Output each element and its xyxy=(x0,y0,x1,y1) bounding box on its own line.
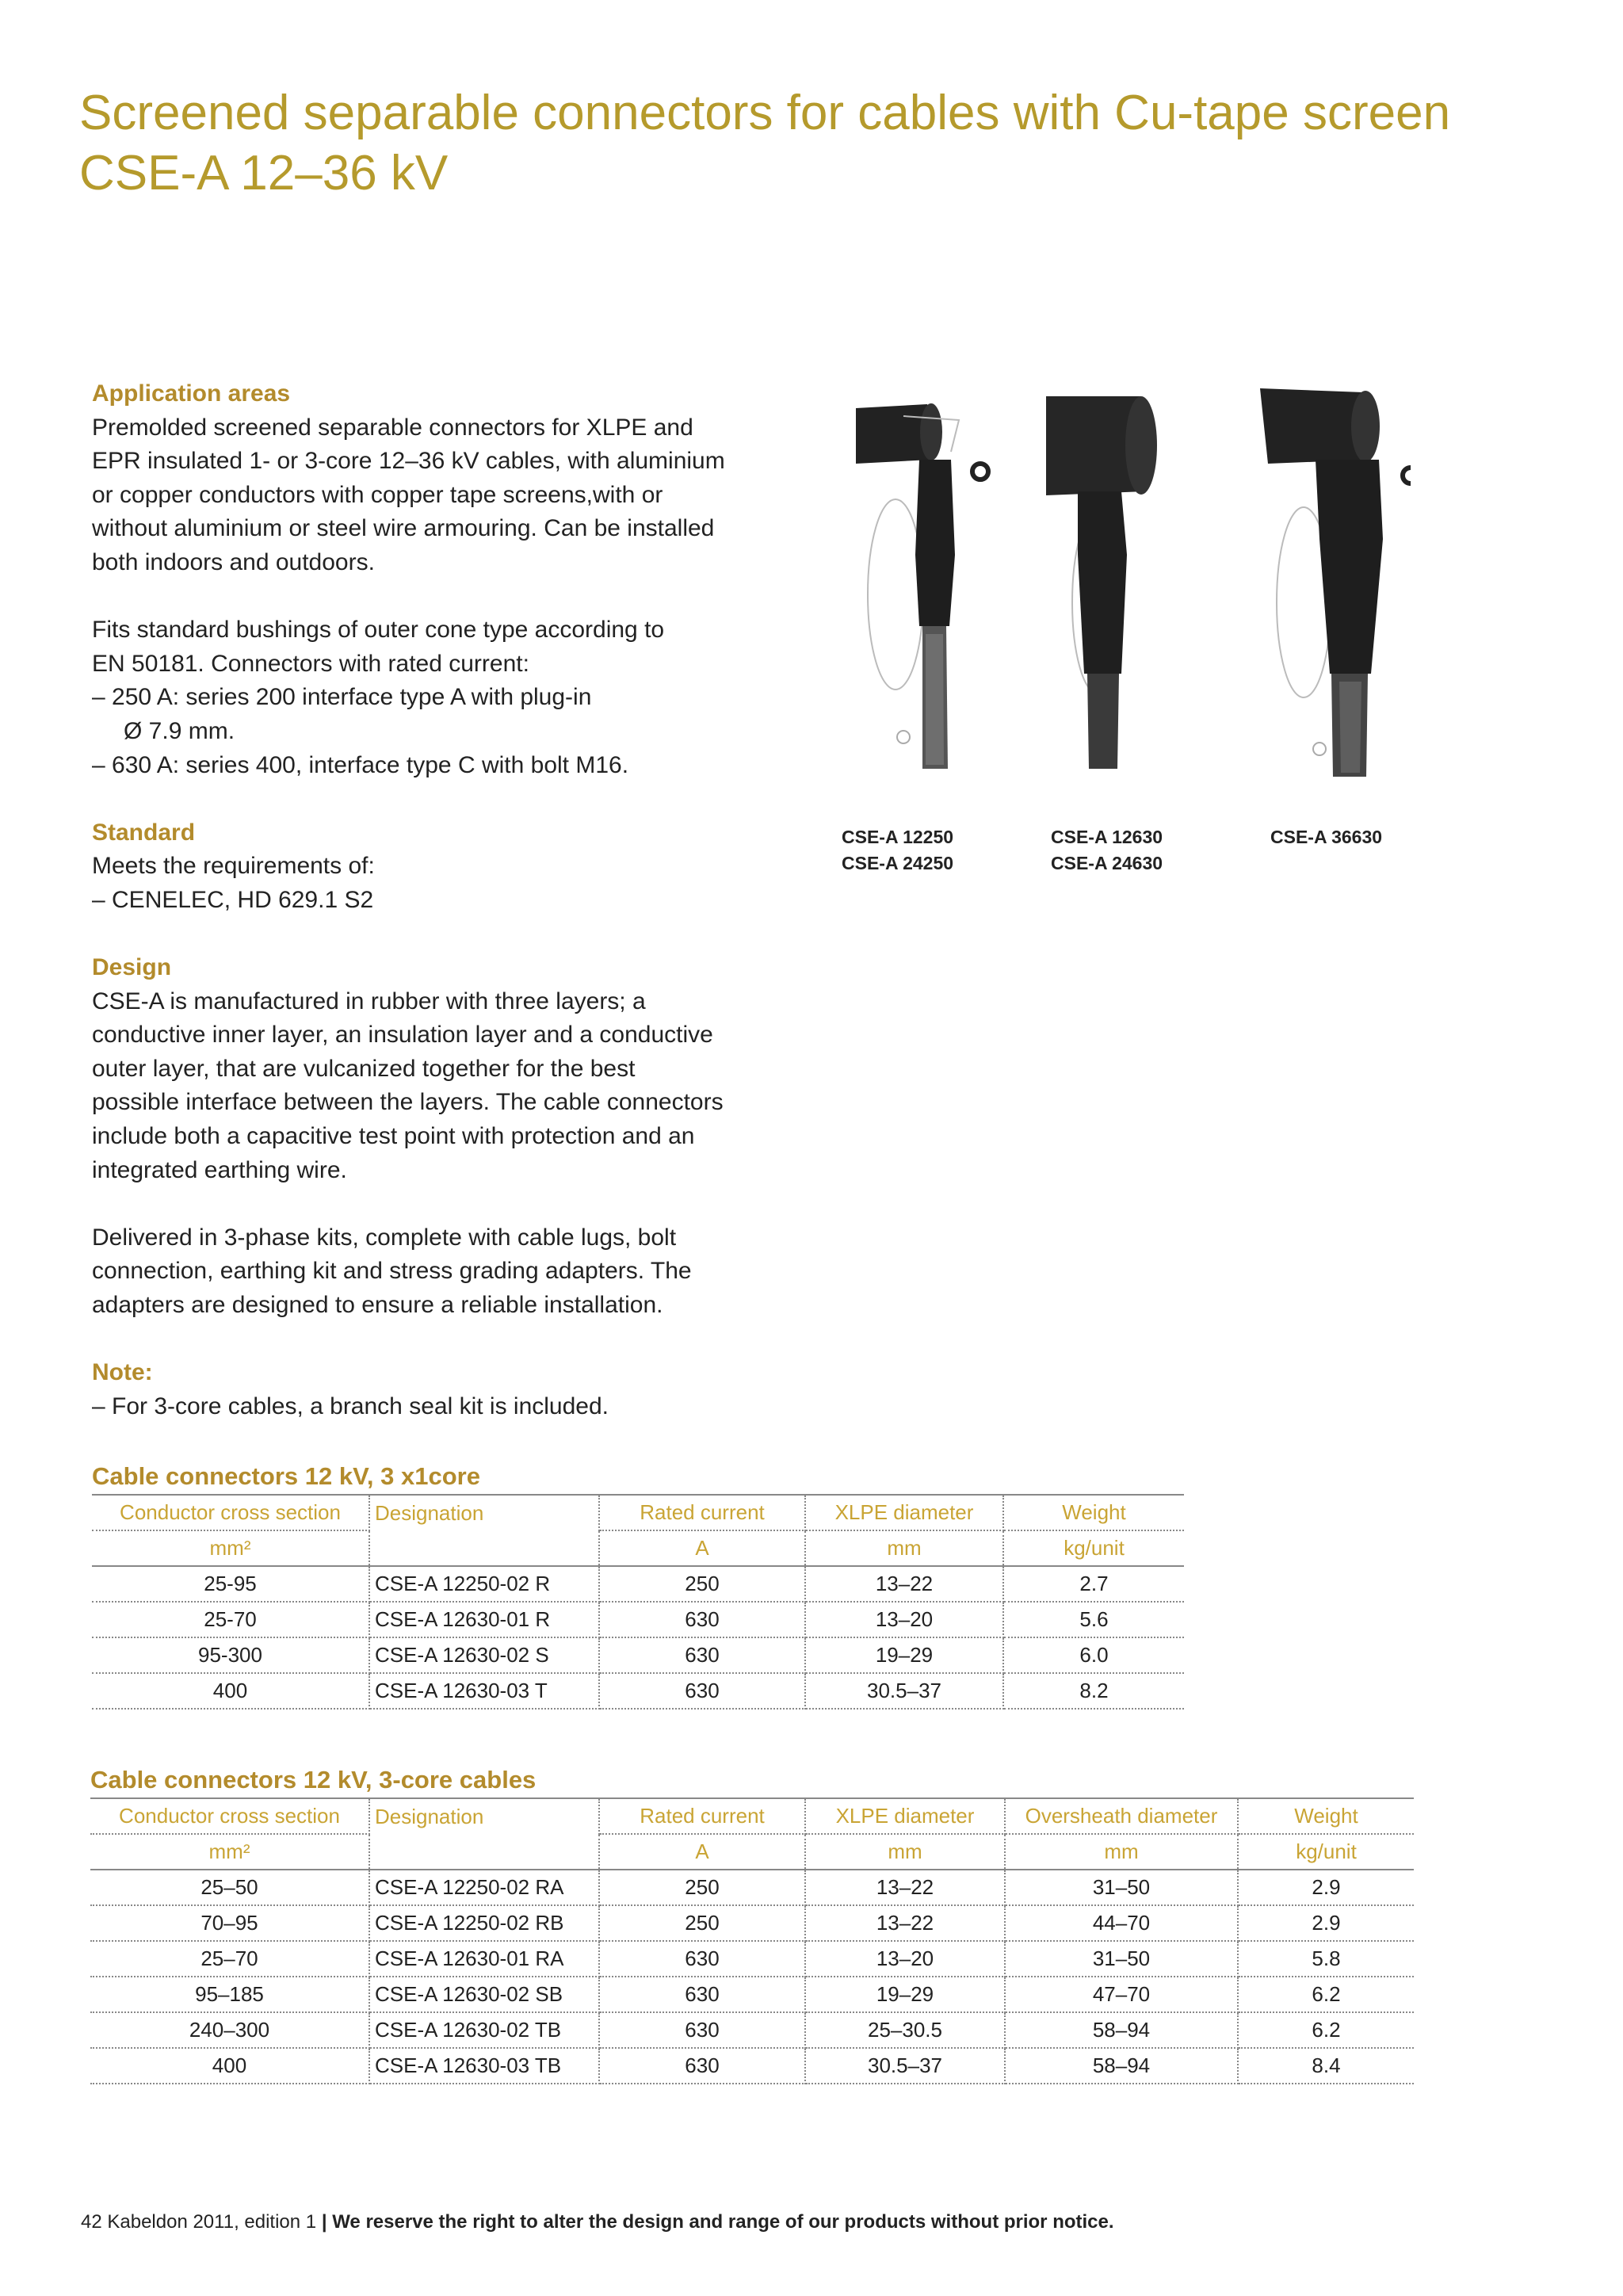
standard-item: – CENELEC, HD 629.1 S2 xyxy=(92,886,374,913)
table-cell: 400 xyxy=(90,2048,369,2084)
table-cell: 13–22 xyxy=(805,1566,1003,1602)
design-line: possible interface between the layers. The cable connectors xyxy=(92,1089,724,1116)
table-cell: 19–29 xyxy=(805,1977,1005,2012)
table-cell: 630 xyxy=(599,1602,805,1637)
app-line: or copper conductors with copper tape screens,with or xyxy=(92,481,663,508)
table2-unit-cell: mm² xyxy=(90,1834,369,1870)
table2 xyxy=(90,1797,1414,2084)
table1 xyxy=(92,1494,1184,1710)
table1-header-cell: Designation xyxy=(369,1495,599,1530)
delivered-line: connection, earthing kit and stress grading adapters. The xyxy=(92,1258,692,1285)
app-line: both indoors and outdoors. xyxy=(92,548,375,575)
table1-unit-cell: mm xyxy=(805,1530,1003,1566)
table2-unit-cell: kg/unit xyxy=(1238,1834,1414,1870)
design-line: CSE-A is manufactured in rubber with three layers; a xyxy=(92,988,646,1014)
table-cell: 6.2 xyxy=(1238,1977,1414,2012)
table-row xyxy=(90,1977,1414,2012)
table-cell: 630 xyxy=(599,1941,805,1977)
footer-disclaimer: We reserve the right to alter the design and range of our products without prior notice. xyxy=(332,2211,1114,2233)
design-line: conductive inner layer, an insulation layer and a conductive xyxy=(92,1022,713,1049)
table-cell: CSE-A 12630-02 SB xyxy=(369,1977,599,2012)
table-cell: CSE-A 12630-02 TB xyxy=(369,2012,599,2048)
table-cell: 630 xyxy=(599,2012,805,2048)
connector-illustrations xyxy=(840,372,1411,800)
table1-unit-cell xyxy=(369,1530,599,1566)
design-line: outer layer, that are vulcanized together for the best xyxy=(92,1055,636,1082)
connector-image-2 xyxy=(1046,396,1157,769)
table-cell: 630 xyxy=(599,2048,805,2084)
table-cell: 13–22 xyxy=(805,1905,1005,1941)
table-cell: 25-95 xyxy=(92,1566,369,1602)
table-cell: CSE-A 12630-03 T xyxy=(369,1673,599,1709)
table-cell: 250 xyxy=(599,1870,805,1905)
table-row xyxy=(92,1637,1184,1673)
standard-heading: Standard xyxy=(92,819,196,846)
table-cell: 25–30.5 xyxy=(805,2012,1005,2048)
standard-line: Meets the requirements of: xyxy=(92,853,375,880)
table1-title: Cable connectors 12 kV, 3 x1core xyxy=(92,1462,480,1490)
table2-header-cell: Oversheath diameter xyxy=(1005,1798,1238,1834)
footer-separator: | xyxy=(321,2211,327,2233)
table2-header-row xyxy=(90,1798,1414,1834)
description-column xyxy=(92,377,789,1423)
table-cell: 58–94 xyxy=(1005,2048,1238,2084)
table2-header-cell: Designation xyxy=(369,1798,599,1834)
table1-unit-cell: mm² xyxy=(92,1530,369,1566)
table1-header-row xyxy=(92,1495,1184,1530)
table1-header-cell: Conductor cross section xyxy=(92,1495,369,1530)
product-label-1: CSE-A 12250 CSE-A 24250 xyxy=(842,827,954,873)
table-cell: CSE-A 12630-01 R xyxy=(369,1602,599,1637)
table-cell: 5.8 xyxy=(1238,1941,1414,1977)
rated-item: – 250 A: series 200 interface type A with plug-in xyxy=(92,684,592,711)
table1-header-cell: XLPE diameter xyxy=(805,1495,1003,1530)
design-line: include both a capacitive test point with protection and an xyxy=(92,1123,695,1150)
rated-item: – 630 A: series 400, interface type C with bolt M16. xyxy=(92,751,629,778)
table-cell: 95-300 xyxy=(92,1637,369,1673)
title-line-2: CSE-A 12–36 kV xyxy=(79,146,449,201)
fits-line: Fits standard bushings of outer cone type according to xyxy=(92,617,665,644)
table2-unit-cell: mm xyxy=(805,1834,1005,1870)
app-line: without aluminium or steel wire armouring. Can be installed xyxy=(92,515,715,542)
table-cell: 31–50 xyxy=(1005,1870,1238,1905)
footer-page-info: 42 Kabeldon 2011, edition 1 xyxy=(81,2211,317,2233)
delivered-line: adapters are designed to ensure a reliable installation. xyxy=(92,1292,663,1319)
table-cell: 250 xyxy=(599,1905,805,1941)
table-cell: 47–70 xyxy=(1005,1977,1238,2012)
table-cell: 400 xyxy=(92,1673,369,1709)
table-cell: 8.4 xyxy=(1238,2048,1414,2084)
table-cell: 250 xyxy=(599,1566,805,1602)
table-row xyxy=(90,1941,1414,1977)
table-cell: CSE-A 12250-02 RB xyxy=(369,1905,599,1941)
table-cell: 2.9 xyxy=(1238,1905,1414,1941)
product-images xyxy=(840,372,1411,800)
table-cell: CSE-A 12250-02 R xyxy=(369,1566,599,1602)
table-cell: 240–300 xyxy=(90,2012,369,2048)
product-label-2: CSE-A 12630 CSE-A 24630 xyxy=(1051,827,1163,873)
table1-unit-cell: kg/unit xyxy=(1003,1530,1184,1566)
table-cell: 25–70 xyxy=(90,1941,369,1977)
table-row xyxy=(90,1870,1414,1905)
note-heading: Note: xyxy=(92,1359,153,1386)
product-label-3: CSE-A 36630 xyxy=(1270,827,1383,847)
table2-unit-cell xyxy=(369,1834,599,1870)
table-cell: 630 xyxy=(599,1673,805,1709)
table-cell: CSE-A 12630-02 S xyxy=(369,1637,599,1673)
page-title xyxy=(79,83,1450,204)
table-cell: CSE-A 12630-01 RA xyxy=(369,1941,599,1977)
table1-header-cell: Rated current xyxy=(599,1495,805,1530)
table2-header-cell: XLPE diameter xyxy=(805,1798,1005,1834)
table-cell: 25–50 xyxy=(90,1870,369,1905)
table-cell: 2.9 xyxy=(1238,1870,1414,1905)
rated-item: Ø 7.9 mm. xyxy=(124,717,235,744)
table-cell: 5.6 xyxy=(1003,1602,1184,1637)
table-row xyxy=(92,1673,1184,1709)
table-cell: 6.2 xyxy=(1238,2012,1414,2048)
table-cell: 30.5–37 xyxy=(805,2048,1005,2084)
table-cell: 31–50 xyxy=(1005,1941,1238,1977)
table-cell: 13–20 xyxy=(805,1602,1003,1637)
table-row xyxy=(90,1905,1414,1941)
table-row xyxy=(92,1566,1184,1602)
connector-image-3 xyxy=(1260,388,1411,777)
table2-header-cell: Rated current xyxy=(599,1798,805,1834)
table-row xyxy=(90,2012,1414,2048)
table-cell: 95–185 xyxy=(90,1977,369,2012)
design-heading: Design xyxy=(92,954,172,981)
delivered-line: Delivered in 3-phase kits, complete with cable lugs, bolt xyxy=(92,1224,677,1251)
table-cell: CSE-A 12630-03 TB xyxy=(369,2048,599,2084)
table-cell: 30.5–37 xyxy=(805,1673,1003,1709)
table-cell: 44–70 xyxy=(1005,1905,1238,1941)
table-cell: 25-70 xyxy=(92,1602,369,1637)
table2-unit-cell: mm xyxy=(1005,1834,1238,1870)
table-cell: 2.7 xyxy=(1003,1566,1184,1602)
fits-line: EN 50181. Connectors with rated current: xyxy=(92,650,529,677)
table2-title: Cable connectors 12 kV, 3-core cables xyxy=(90,1766,537,1794)
table-cell: CSE-A 12250-02 RA xyxy=(369,1870,599,1905)
title-line-1: Screened separable connectors for cables with Cu-tape screen xyxy=(79,86,1451,140)
table-cell: 13–20 xyxy=(805,1941,1005,1977)
page-footer xyxy=(81,2211,1114,2233)
table2-unit-cell: A xyxy=(599,1834,805,1870)
table2-unit-row xyxy=(90,1834,1414,1870)
table1-unit-row xyxy=(92,1530,1184,1566)
application-heading: Application areas xyxy=(92,380,291,407)
table-row xyxy=(90,2048,1414,2084)
design-line: integrated earthing wire. xyxy=(92,1156,347,1183)
table-cell: 8.2 xyxy=(1003,1673,1184,1709)
table-cell: 630 xyxy=(599,1637,805,1673)
table-cell: 6.0 xyxy=(1003,1637,1184,1673)
note-item: – For 3-core cables, a branch seal kit is included. xyxy=(92,1392,609,1419)
table2-header-cell: Weight xyxy=(1238,1798,1414,1834)
app-line: Premolded screened separable connectors for XLPE and xyxy=(92,414,693,441)
table1-unit-cell: A xyxy=(599,1530,805,1566)
app-line: EPR insulated 1- or 3-core 12–36 kV cables, with aluminium xyxy=(92,448,725,475)
table-row xyxy=(92,1602,1184,1637)
table-cell: 630 xyxy=(599,1977,805,2012)
table-cell: 13–22 xyxy=(805,1870,1005,1905)
table-cell: 58–94 xyxy=(1005,2012,1238,2048)
table-cell: 19–29 xyxy=(805,1637,1003,1673)
connector-image-1 xyxy=(856,403,988,769)
table1-header-cell: Weight xyxy=(1003,1495,1184,1530)
table-cell: 70–95 xyxy=(90,1905,369,1941)
table2-header-cell: Conductor cross section xyxy=(90,1798,369,1834)
